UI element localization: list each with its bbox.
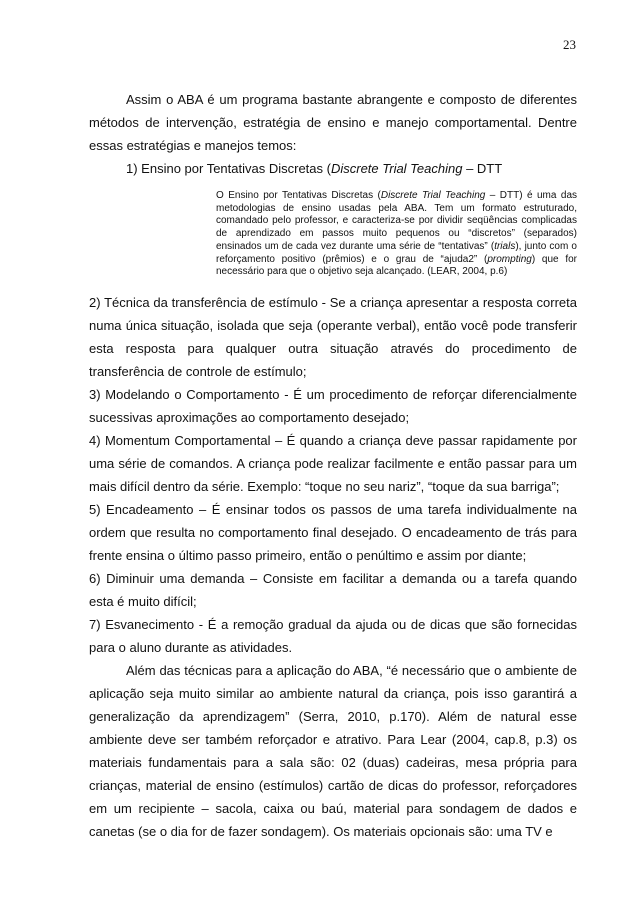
quote-text-2: – DTT) é uma das metodologias de ensino usadas pela ABA. Tem um formato estruturado, comandado pelo professor, e caracteriza-se por dividir seqüências complicadas de aprendizado em passos muito pequenos ou “discretos” (separados) ensinados um de cada vez durante uma série de “tentativas” ( <box>216 190 578 252</box>
item1-lead: 1) Ensino por Tentativas Discretas ( <box>126 161 331 176</box>
item1-italic: Discrete Trial Teaching <box>330 161 463 176</box>
intro-paragraph: Assim o ABA é um programa bastante abrangente e composto de diferentes métodos de intervenção, estratégia de ensino e manejo comportamental. Dentre essas estratégias e manejos temos: <box>89 92 577 153</box>
quote-italic-1: Discrete Trial Teaching <box>380 190 486 201</box>
list-item-1 <box>89 157 577 180</box>
quote-italic-3: prompting <box>487 253 532 265</box>
page-number: 23 <box>563 37 576 52</box>
quote-text-3: ), junto com o reforçamento positivo (prêmios) e o grau de “ajuda2” ( <box>216 240 577 265</box>
document-body <box>89 88 577 843</box>
list-item-5: 5) Encadeamento – É ensinar todos os passos de uma tarefa individualmente na ordem que resulta no comportamento final desejado. O encadeamento de trás para frente ensina o último passo primeiro, então o penúltimo e assim por diante; <box>89 501 577 563</box>
list-item-6: 6) Diminuir uma demanda – Consiste em facilitar a demanda ou a tarefa quando esta é muito difícil; <box>89 570 577 609</box>
quote-text-4: ) que for necessário para que o objetivo seja alcançado. (LEAR, 2004, p.6) <box>216 253 577 278</box>
list-item-4: 4) Momentum Comportamental – É quando a criança deve passar rapidamente por uma série de comandos. A criança pode realizar facilmente e então passar para um mais difícil dentro da série. Exemplo: “toque no seu nariz”, “toque da sua barriga”; <box>89 432 577 494</box>
block-quote <box>216 190 577 279</box>
quote-italic-2: trials <box>494 240 516 252</box>
list-item-7: 7) Esvanecimento - É a remoção gradual da ajuda ou de dicas que são fornecidas para o aluno durante as atividades. <box>89 616 577 655</box>
list-item-2: 2) Técnica da transferência de estímulo - Se a criança apresentar a resposta correta numa única situação, isolada que seja (operante verbal), então você pode transferir esta resposta para qualquer outra situação através do procedimento de transferência de controle de estímulo; <box>89 294 577 379</box>
list-item-3: 3) Modelando o Comportamento - É um procedimento de reforçar diferencialmente sucessivas aproximações ao comportamento desejado; <box>89 386 577 425</box>
closing-paragraph: Além das técnicas para a aplicação do ABA, “é necessário que o ambiente de aplicação seja muito similar ao ambiente natural da criança, pois isso garantirá a generalização da aprendizagem” (Serra, 2010, p.170). Além de natural esse ambiente deve ser também reforçador e atrativo. Para Lear (2004, cap.8, p.3) os materiais fundamentais para a sala são: 02 (duas) cadeiras, mesa própria para crianças, material de ensino (estímulos) cartão de dicas do professor, reforçadores em um recipiente – sacola, caixa ou baú, material para sondagem de dados e canetas (se o dia for de fazer sondagem). Os materiais opcionais são: uma TV e <box>89 662 577 839</box>
quote-text-1: O Ensino por Tentativas Discretas ( <box>216 190 381 201</box>
item1-tail: – DTT <box>462 161 503 176</box>
